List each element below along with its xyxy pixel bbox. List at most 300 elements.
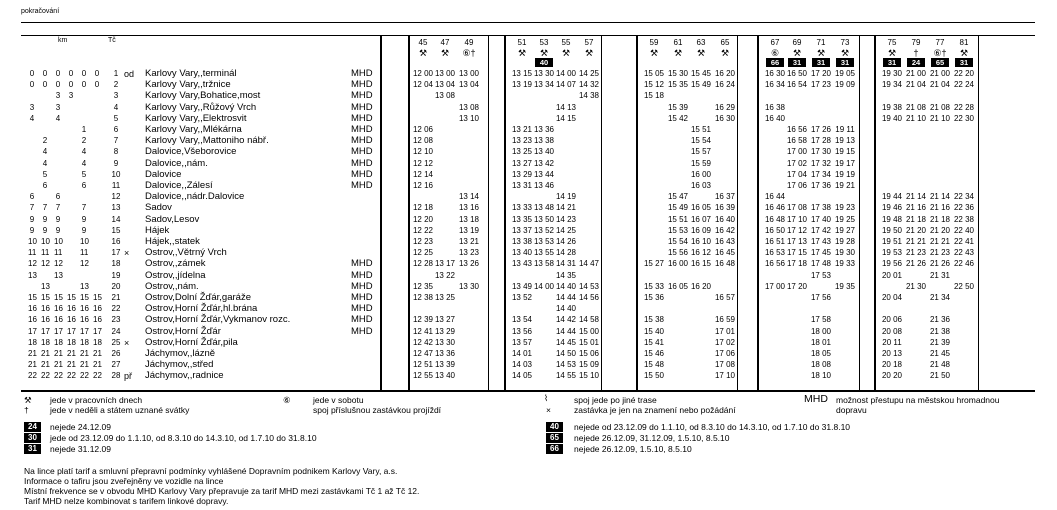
departure-time: 22 24 (953, 80, 975, 90)
train-number: 77 (935, 38, 945, 47)
departure-time: 15 54 (690, 136, 712, 146)
departure-time: 14 35 (555, 270, 577, 280)
departure-time: 18 05 (810, 349, 832, 358)
departure-time: 17 36 (810, 181, 832, 190)
km-value: 21 (54, 360, 63, 370)
tc-value: 10 (111, 169, 121, 179)
table-row (0, 147, 1057, 157)
departure-time: 21 30 (905, 281, 927, 291)
stop-name: Karlovy Vary,,Růžový Vrch (145, 101, 257, 113)
departure-time: 16 12 (690, 248, 712, 258)
legend-other-route: spoj jede po jiné trase (574, 395, 657, 405)
departure-time: 13 40 (511, 248, 533, 258)
table-row (0, 203, 1057, 213)
km-value: 15 (80, 293, 89, 302)
departure-time: 14 50 (555, 349, 577, 358)
departure-time: 13 43 (511, 259, 533, 269)
departure-time: 13 42 (533, 158, 555, 168)
km-value: 12 (54, 259, 63, 269)
departure-time: 17 10 (714, 371, 736, 381)
departure-time: 17 30 (810, 147, 832, 157)
departure-time: 19 11 (835, 125, 855, 134)
departure-time: 14 03 (511, 360, 533, 370)
tc-value: 27 (111, 360, 121, 370)
km-value: 16 (54, 304, 63, 314)
km-value: 7 (81, 203, 87, 213)
departure-time: 20 13 (881, 349, 903, 358)
km-value: 13 (80, 281, 89, 291)
km-value: 11 (54, 248, 63, 258)
km-value: 4 (55, 113, 61, 123)
departure-time: 13 48 (533, 203, 555, 213)
departure-time: 16 51 (764, 237, 786, 246)
departure-time: 21 50 (929, 371, 951, 381)
departure-time: 14 32 (578, 80, 600, 90)
departure-time: 16 00 (667, 259, 689, 269)
departure-time: 19 15 (834, 147, 856, 157)
departure-time: 14 00 (533, 281, 555, 291)
train-number: 45 (418, 38, 428, 47)
table-row (0, 304, 1057, 314)
train-symbol: ⚒ (720, 48, 730, 58)
departure-time: 15 42 (667, 113, 689, 123)
header-rule (21, 35, 1035, 36)
departure-time: 16 56 (764, 259, 786, 269)
legend-sunday: jede v neděli a státem uznané svátky (50, 405, 190, 415)
departure-time: 15 41 (643, 337, 665, 347)
departure-time: 19 50 (881, 225, 903, 235)
train-code-badge: 40 (535, 58, 553, 67)
km-value: 5 (81, 169, 87, 179)
mhd-flag: MHD (351, 68, 373, 79)
departure-time: 15 50 (643, 371, 665, 381)
legend-passes: spoj příslušnou zastávkou projíždí (313, 405, 442, 415)
departure-time: 17 53 (810, 270, 832, 280)
departure-time: 15 30 (667, 69, 689, 78)
table-row (0, 237, 1057, 247)
departure-time: 16 38 (764, 102, 786, 112)
km-value: 10 (41, 237, 50, 246)
stop-name: Karlovy Vary,,Mattoniho nábř. (145, 135, 269, 147)
departure-time: 14 19 (555, 192, 577, 202)
stop-name: Dalovice,,nádr.Dalovice (145, 191, 245, 203)
train-number: 69 (792, 38, 802, 47)
code-badge: 65 (546, 433, 563, 443)
departure-time: 13 26 (458, 259, 480, 269)
table-row (0, 293, 1057, 303)
departure-time: 15 48 (643, 360, 665, 370)
departure-time: 14 47 (578, 259, 600, 269)
km-value: 9 (29, 225, 35, 235)
departure-time: 19 51 (881, 237, 903, 246)
departure-time: 16 20 (714, 69, 736, 78)
departure-time: 15 51 (690, 125, 712, 134)
stop-name: Ostrov,,nám. (145, 280, 199, 292)
km-value: 7 (29, 203, 35, 213)
table-row (0, 327, 1057, 337)
mhd-flag: MHD (351, 135, 373, 147)
km-value: 4 (29, 113, 35, 123)
departure-time: 15 49 (667, 203, 689, 213)
tc-value: 15 (111, 225, 121, 235)
departure-time: 13 36 (434, 349, 456, 358)
departure-time: 13 30 (533, 69, 555, 78)
mhd-flag: MHD (351, 269, 373, 281)
departure-time: 16 48 (714, 259, 736, 269)
departure-time: 20 11 (882, 337, 902, 347)
departure-time: 13 21 (511, 125, 533, 134)
code-note: jede od 23.12.09 do 1.1.10, od 8.3.10 do 14.3.10, od 1.7.10 do 31.8.10 (50, 433, 317, 443)
departure-time: 14 38 (578, 91, 600, 101)
departure-time: 16 29 (714, 102, 736, 112)
departure-time: 14 40 (555, 281, 577, 291)
departure-time: 20 04 (881, 293, 903, 302)
table-row (0, 315, 1057, 325)
departure-time: 21 23 (929, 248, 951, 258)
tc-value: 12 (111, 192, 121, 202)
departure-time: 16 59 (714, 315, 736, 325)
departure-time: 13 08 (434, 91, 456, 101)
departure-time: 12 12 (412, 158, 434, 168)
departure-time: 19 28 (834, 237, 856, 246)
mhd-flag: MHD (351, 280, 373, 292)
departure-time: 13 44 (533, 169, 555, 179)
departure-time: 19 46 (881, 203, 903, 213)
mhd-flag: MHD (351, 90, 373, 102)
train-number: 63 (696, 38, 706, 47)
departure-time: 21 48 (929, 360, 951, 370)
departure-time: 16 05 (667, 281, 689, 291)
departure-time: 15 10 (578, 371, 600, 381)
train-symbol: ⑥† (933, 48, 947, 58)
departure-time: 13 23 (458, 248, 480, 258)
km-value: 21 (80, 349, 89, 358)
mhd-flag: MHD (351, 303, 373, 315)
legend-request-stop: zastávka je jen na znamení nebo požádání (574, 405, 736, 415)
train-symbol: ⑥† (462, 48, 476, 58)
departure-time: 12 28 (412, 259, 434, 269)
train-number: 67 (770, 38, 780, 47)
mhd-flag: MHD (351, 292, 373, 303)
stop-name: Karlovy Vary,Bohatice,most (145, 90, 261, 102)
departure-time: 17 32 (810, 158, 832, 168)
departure-time: 21 26 (905, 259, 927, 269)
tc-value: 9 (113, 158, 119, 168)
departure-time: 21 18 (929, 214, 951, 224)
departure-time: 13 38 (511, 237, 533, 246)
departure-time: 19 09 (834, 80, 856, 90)
departure-time: 16 50 (764, 225, 786, 235)
mhd-flag: MHD (351, 146, 373, 158)
departure-time: 13 38 (533, 136, 555, 146)
stop-name: Ostrov,,zámek (145, 258, 206, 270)
km-value: 0 (42, 69, 48, 78)
table-row (0, 338, 1057, 348)
departure-time: 15 06 (578, 349, 600, 358)
departure-time: 13 18 (458, 214, 480, 224)
train-symbol: ⑥ (770, 48, 780, 58)
km-value: 7 (42, 203, 48, 213)
departure-time: 16 24 (714, 80, 736, 90)
departure-time: 17 01 (714, 326, 736, 336)
departure-time: 17 13 (786, 237, 808, 246)
departure-time: 17 18 (786, 259, 808, 269)
departure-time: 15 05 (643, 69, 665, 78)
departure-time: 16 09 (690, 225, 712, 235)
departure-time: 19 48 (881, 214, 903, 224)
train-number: 81 (959, 38, 969, 47)
departure-time: 17 15 (786, 248, 808, 258)
departure-time: 21 08 (905, 102, 927, 112)
tc-value: 11 (111, 181, 121, 190)
departure-time: 13 58 (533, 259, 555, 269)
km-value: 21 (93, 360, 102, 370)
stop-name: Sadov,Lesov (145, 213, 200, 225)
departure-time: 13 19 (458, 225, 480, 235)
departure-time: 13 29 (511, 169, 533, 179)
km-value: 16 (67, 315, 76, 325)
km-value: 3 (68, 91, 74, 101)
departure-time: 12 22 (412, 225, 434, 235)
footer-line-3: Místní frekvence se v obvodu MHD Karlovy Vary přepravuje za tarif MHD mezi zastávkami Tč 1 až Tč 12. (24, 486, 420, 496)
saturday-icon: ⑥ (283, 395, 291, 405)
footer-line-1: Na lince platí tarif a smluvní přepravní podmínky vyhlášené Dopravním podnikem Karlovy Vary, a.s. (24, 466, 398, 476)
km-value: 16 (80, 315, 89, 325)
km-value: 18 (93, 337, 102, 347)
departure-time: 21 10 (905, 113, 927, 123)
stop-name: Dalovice,,Zálesí (145, 180, 213, 191)
departure-time: 13 54 (511, 315, 533, 325)
km-value: 11 (41, 248, 50, 258)
departure-time: 15 51 (667, 214, 689, 224)
km-value: 9 (81, 214, 87, 224)
departure-time: 18 01 (810, 337, 832, 347)
table-row (0, 248, 1057, 258)
km-value: 21 (67, 360, 76, 370)
table-row (0, 181, 1057, 191)
km-value: 17 (41, 326, 50, 336)
departure-time: 16 34 (764, 80, 786, 90)
departure-time: 21 36 (929, 315, 951, 325)
code-badge: 40 (546, 422, 563, 432)
departure-time: 16 30 (714, 113, 736, 123)
departure-time: 13 15 (511, 69, 533, 78)
departure-time: 13 27 (511, 158, 533, 168)
departure-time: 15 46 (643, 349, 665, 358)
departure-time: 12 35 (412, 281, 434, 291)
departure-time: 17 42 (810, 225, 832, 235)
km-value: 6 (55, 192, 61, 202)
train-number: 73 (840, 38, 850, 47)
departure-time: 19 30 (881, 69, 903, 78)
stop-name: Karlovy Vary,,Elektrosvit (145, 112, 247, 124)
train-symbol: ⚒ (792, 48, 802, 58)
legend-saturday: jede v sobotu (313, 395, 364, 405)
departure-time: 19 27 (834, 225, 856, 235)
km-value: 4 (42, 158, 48, 168)
km-value: 21 (41, 360, 50, 370)
train-symbol: ⚒ (887, 48, 897, 58)
departure-time: 13 55 (533, 248, 555, 258)
departure-time: 19 33 (834, 259, 856, 269)
departure-time: 17 40 (810, 214, 832, 224)
departure-time: 14 45 (555, 337, 577, 347)
departure-time: 15 01 (578, 337, 600, 347)
km-value: 22 (67, 371, 76, 381)
table-row (0, 271, 1057, 281)
stop-name: Ostrov,Horní Žďár,hl.brána (145, 303, 258, 315)
departure-time: 15 35 (667, 80, 689, 90)
km-value: 4 (81, 147, 87, 157)
table-row (0, 259, 1057, 269)
train-symbol: ⚒ (561, 48, 571, 58)
stop-name: Ostrov,Horní Žďár,Vykmanov rozc. (145, 314, 291, 326)
departure-time: 21 16 (905, 203, 927, 213)
departure-time: 21 39 (929, 337, 951, 347)
departure-time: 19 38 (881, 102, 903, 112)
departure-time: 19 13 (834, 136, 856, 146)
departure-time: 17 20 (810, 69, 832, 78)
stop-name: Dalovice,Všeborovice (145, 146, 237, 158)
departure-time: 18 08 (810, 360, 832, 370)
mhd-flag: MHD (351, 168, 373, 180)
departure-time: 15 18 (643, 91, 665, 101)
departure-time: 14 07 (555, 80, 577, 90)
km-value: 0 (29, 69, 35, 78)
departure-time: 12 00 (412, 69, 434, 78)
departure-time: 21 26 (929, 259, 951, 269)
departure-time: 22 28 (953, 102, 975, 112)
km-value: 21 (54, 349, 63, 358)
departure-time: 17 00 (764, 281, 786, 291)
departure-time: 17 58 (810, 315, 832, 325)
km-value: 10 (28, 237, 37, 246)
train-symbol: ⚒ (440, 48, 450, 58)
departure-time: 21 20 (929, 225, 951, 235)
km-value: 13 (41, 281, 50, 291)
km-value: 0 (55, 69, 61, 78)
train-symbol: ⚒ (959, 48, 969, 58)
departure-time: 15 49 (690, 80, 712, 90)
train-number: 47 (440, 38, 450, 47)
code-note: nejede 24.12.09 (50, 422, 111, 432)
stop-name: Sadov (145, 202, 172, 214)
km-value: 0 (81, 80, 87, 90)
departure-time: 13 57 (511, 337, 533, 347)
od-marker: × (124, 248, 130, 259)
departure-time: 12 20 (412, 214, 434, 224)
departure-time: 13 33 (511, 203, 533, 213)
km-value: 3 (55, 102, 61, 112)
departure-time: 12 41 (412, 326, 434, 336)
departure-time: 17 08 (714, 360, 736, 370)
departure-time: 13 46 (533, 181, 555, 190)
km-value: 15 (41, 293, 50, 302)
departure-time: 14 13 (555, 102, 577, 112)
table-row (0, 80, 1057, 90)
departure-time: 14 44 (555, 326, 577, 336)
km-value: 12 (28, 259, 37, 269)
tc-value: 28 (111, 371, 121, 381)
departure-time: 19 25 (834, 214, 856, 224)
departure-time: 16 58 (786, 136, 808, 146)
departure-time: 12 38 (412, 293, 434, 302)
km-value: 0 (68, 80, 74, 90)
departure-time: 13 04 (434, 80, 456, 90)
departure-time: 13 30 (434, 337, 456, 347)
km-value: 16 (54, 315, 63, 325)
train-number: 49 (464, 38, 474, 47)
departure-time: 12 04 (412, 80, 434, 90)
departure-time: 14 15 (555, 113, 577, 123)
train-number: 53 (539, 38, 549, 47)
departure-time: 21 23 (905, 248, 927, 258)
departure-time: 15 47 (667, 192, 689, 202)
table-row (0, 114, 1057, 124)
mhd-flag: MHD (351, 314, 373, 326)
train-symbol: ⚒ (517, 48, 527, 58)
tc-value: 22 (111, 304, 121, 314)
departure-time: 13 50 (533, 214, 555, 224)
km-value: 3 (55, 91, 61, 101)
km-value: 15 (67, 293, 76, 302)
departure-time: 22 50 (953, 281, 975, 291)
km-value: 18 (54, 337, 63, 347)
km-value: 0 (94, 80, 100, 90)
departure-time: 14 28 (555, 248, 577, 258)
departure-time: 19 53 (881, 248, 903, 258)
departure-time: 21 04 (905, 80, 927, 90)
departure-time: 13 49 (511, 281, 533, 291)
km-value: 16 (41, 304, 50, 314)
departure-time: 21 04 (929, 80, 951, 90)
departure-time: 13 34 (533, 80, 555, 90)
departure-time: 16 44 (764, 192, 786, 202)
departure-time: 14 31 (555, 259, 577, 269)
departure-time: 15 36 (643, 293, 665, 302)
departure-time: 13 52 (511, 293, 533, 302)
departure-time: 16 20 (690, 281, 712, 291)
km-value: 15 (28, 293, 37, 302)
code-note: nejede 26.12.09, 31.12.09, 1.5.10, 8.5.10 (574, 433, 730, 443)
departure-time: 21 00 (905, 69, 927, 78)
code-note: nejede od 23.12.09 do 1.1.10, od 8.3.10 do 14.3.10, od 1.7.10 do 31.8.10 (574, 422, 851, 432)
km-value: 18 (80, 337, 89, 347)
km-value: 16 (28, 315, 37, 325)
table-row (0, 159, 1057, 169)
code-badge: 31 (24, 444, 41, 454)
train-symbol: † (913, 48, 919, 58)
departure-time: 14 00 (555, 69, 577, 78)
departure-time: 16 40 (714, 214, 736, 224)
km-value: 0 (68, 69, 74, 78)
departure-time: 13 17 (434, 259, 456, 269)
departure-time: 12 18 (412, 203, 434, 213)
departure-time: 21 34 (929, 293, 951, 302)
km-value: 17 (93, 326, 102, 336)
stop-name: Karlovy Vary,,terminál (145, 68, 237, 79)
departure-time: 19 34 (881, 80, 903, 90)
departure-time: 21 08 (929, 102, 951, 112)
km-value: 0 (55, 80, 61, 90)
departure-time: 20 20 (881, 371, 903, 381)
departure-time: 21 16 (929, 203, 951, 213)
departure-time: 14 05 (511, 371, 533, 381)
departure-time: 13 30 (458, 281, 480, 291)
stop-name: Ostrov,,Větrný Vrch (145, 247, 227, 259)
km-value: 3 (29, 102, 35, 112)
departure-time: 16 46 (764, 203, 786, 213)
